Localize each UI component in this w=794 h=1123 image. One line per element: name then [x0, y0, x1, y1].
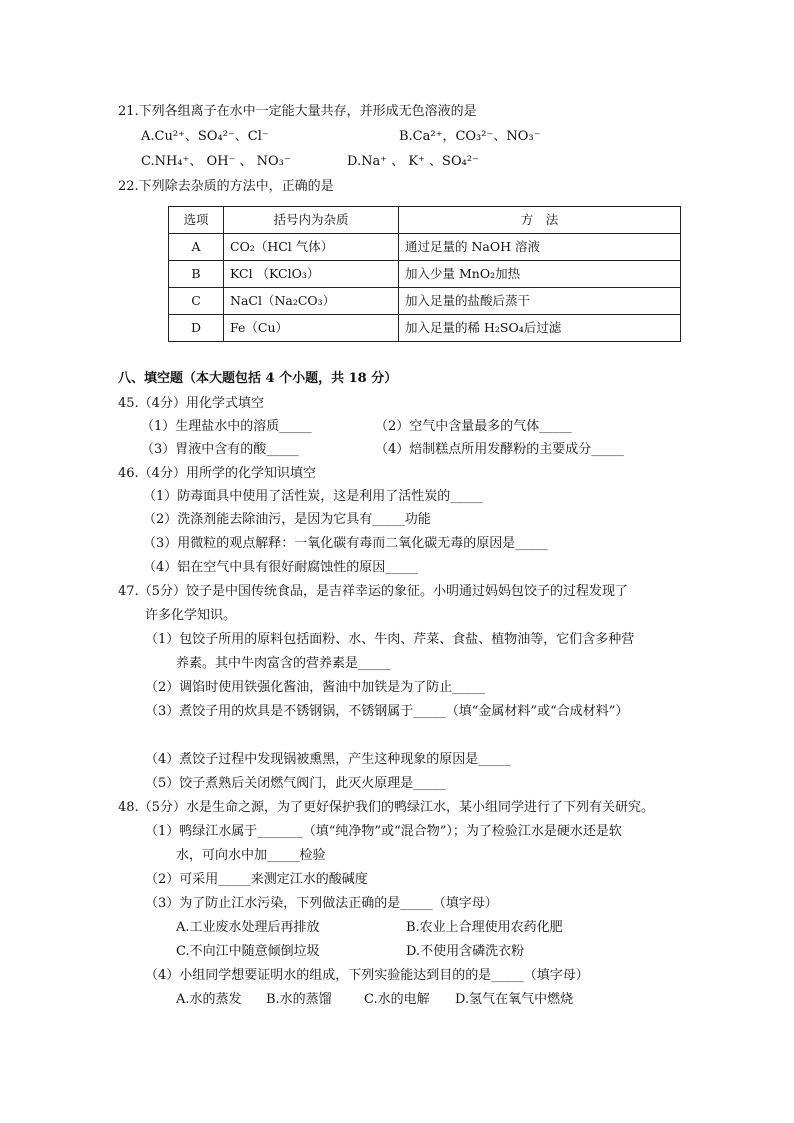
table-header: 括号内为杂质	[224, 207, 399, 234]
q48-item-2: （2）可采用_____来测定江水的酸碱度	[145, 872, 368, 887]
q47-item-5: （5）饺子煮熟后关闭燃气阀门，此灭火原理是_____	[145, 776, 446, 791]
table-cell: Fe（Cu）	[224, 315, 399, 342]
table-cell: 加入足量的稀 H₂SO₄后过滤	[399, 315, 681, 342]
q45-item-1: （1）生理盐水中的溶质_____	[141, 419, 312, 434]
q48-stem: 48.（5分）水是生命之源，为了更好保护我们的鸭绿江水，某小组同学进行了下列有关研究。	[118, 800, 654, 815]
q47-item-2: （2）调馅时使用铁强化酱油，酱油中加铁是为了防止_____	[145, 680, 485, 695]
q46-item-4: （4）铝在空气中具有很好耐腐蚀性的原因_____	[143, 560, 418, 575]
q22-stem: 22.下列除去杂质的方法中，正确的是	[118, 179, 334, 194]
q48-item-4: （4）小组同学想要证明水的组成，下列实验能达到目的的是_____（填字母）	[145, 968, 589, 983]
q21-option-d: D.Na⁺ 、 K⁺ 、SO₄²⁻	[347, 154, 479, 169]
q48-item-1: （1）鸭绿江水属于_______（填“纯净物”或“混合物”）；为了检验江水是硬水还是软	[145, 824, 622, 839]
q47-item-4: （4）煮饺子过程中发现锅被熏黑，产生这种现象的原因是_____	[145, 752, 511, 767]
q47-item-1: （1）包饺子所用的原料包括面粉、水、牛肉、芹菜、食盐、植物油等，它们含多种营	[145, 632, 635, 647]
table-row	[169, 261, 681, 288]
table-header: 方 法	[399, 207, 681, 234]
table-cell: 通过足量的 NaOH 溶液	[399, 234, 681, 261]
table-cell: 加入足量的盐酸后蒸干	[399, 288, 681, 315]
q21-stem: 21.下列各组离子在水中一定能大量共存，并形成无色溶液的是	[118, 104, 477, 119]
table-cell: D	[169, 315, 224, 342]
table-row	[169, 234, 681, 261]
q46-item-1: （1）防毒面具中使用了活性炭，这是利用了活性炭的_____	[143, 489, 483, 504]
q45-item-2: （2）空气中含量最多的气体_____	[375, 419, 572, 434]
q46-item-2: （2）洗涤剂能去除油污，是因为它具有_____功能	[143, 512, 431, 527]
q48-item-4-option-c: C.水的电解	[364, 992, 430, 1007]
q48-item-3-option-d: D.不使用含磷洗衣粉	[406, 944, 525, 959]
q48-item-3-option-b: B.农业上合理使用农药化肥	[406, 920, 563, 935]
table-row	[169, 315, 681, 342]
table-cell: 加入少量 MnO₂加热	[399, 261, 681, 288]
q45-stem: 45.（4分）用化学式填空	[118, 396, 264, 411]
table-cell: CO₂（HCl 气体）	[224, 234, 399, 261]
q48-item-3: （3）为了防止江水污染，下列做法正确的是_____（填字母）	[145, 896, 498, 911]
q48-item-3-option-a: A.工业废水处理后再排放	[176, 920, 320, 935]
q48-item-4-option-d: D.氢气在氧气中燃烧	[455, 992, 574, 1007]
q48-item-3-option-c: C.不向江中随意倾倒垃圾	[176, 944, 320, 959]
q21-option-c: C.NH₄⁺、 OH⁻ 、 NO₃⁻	[141, 154, 291, 169]
q47-item-1-cont: 养素。其中牛肉富含的营养素是_____	[176, 656, 391, 671]
q48-item-4-option-a: A.水的蒸发	[176, 992, 242, 1007]
table-cell: A	[169, 234, 224, 261]
q45-item-3: （3）胃液中含有的酸_____	[141, 442, 299, 457]
table-cell: C	[169, 288, 224, 315]
q45-item-4: （4）焙制糕点所用发酵粉的主要成分_____	[375, 442, 624, 457]
q46-item-3: （3）用微粒的观点解释：一氧化碳有毒而二氧化碳无毒的原因是_____	[143, 536, 548, 551]
q48-item-1-cont: 水，可向水中加_____检验	[176, 848, 326, 863]
q21-option-a: A.Cu²⁺、SO₄²⁻、Cl⁻	[141, 129, 269, 144]
table-cell: NaCl（Na₂CO₃）	[224, 288, 399, 315]
section-title: 八、填空题（本大题包括 4 个小题，共 18 分）	[118, 371, 398, 386]
q21-option-b: B.Ca²⁺，CO₃²⁻、NO₃⁻	[399, 129, 541, 144]
q47-item-3: （3）煮饺子用的炊具是不锈钢锅，不锈钢属于_____（填“金属材料”或“合成材料”）	[145, 704, 629, 719]
table-row	[169, 288, 681, 315]
table-cell: KCl （KClO₃）	[224, 261, 399, 288]
table-header: 选项	[169, 207, 224, 234]
q47-stem-cont: 许多化学知识。	[145, 608, 237, 623]
q47-stem: 47.（5分）饺子是中国传统食品，是吉祥幸运的象征。小明通过妈妈包饺子的过程发现了	[118, 584, 628, 599]
q48-item-4-option-b: B.水的蒸馏	[266, 992, 332, 1007]
table-header-row	[169, 207, 681, 234]
q22-table	[168, 206, 681, 342]
q46-stem: 46.（4分）用所学的化学知识填空	[118, 466, 316, 481]
table-cell: B	[169, 261, 224, 288]
